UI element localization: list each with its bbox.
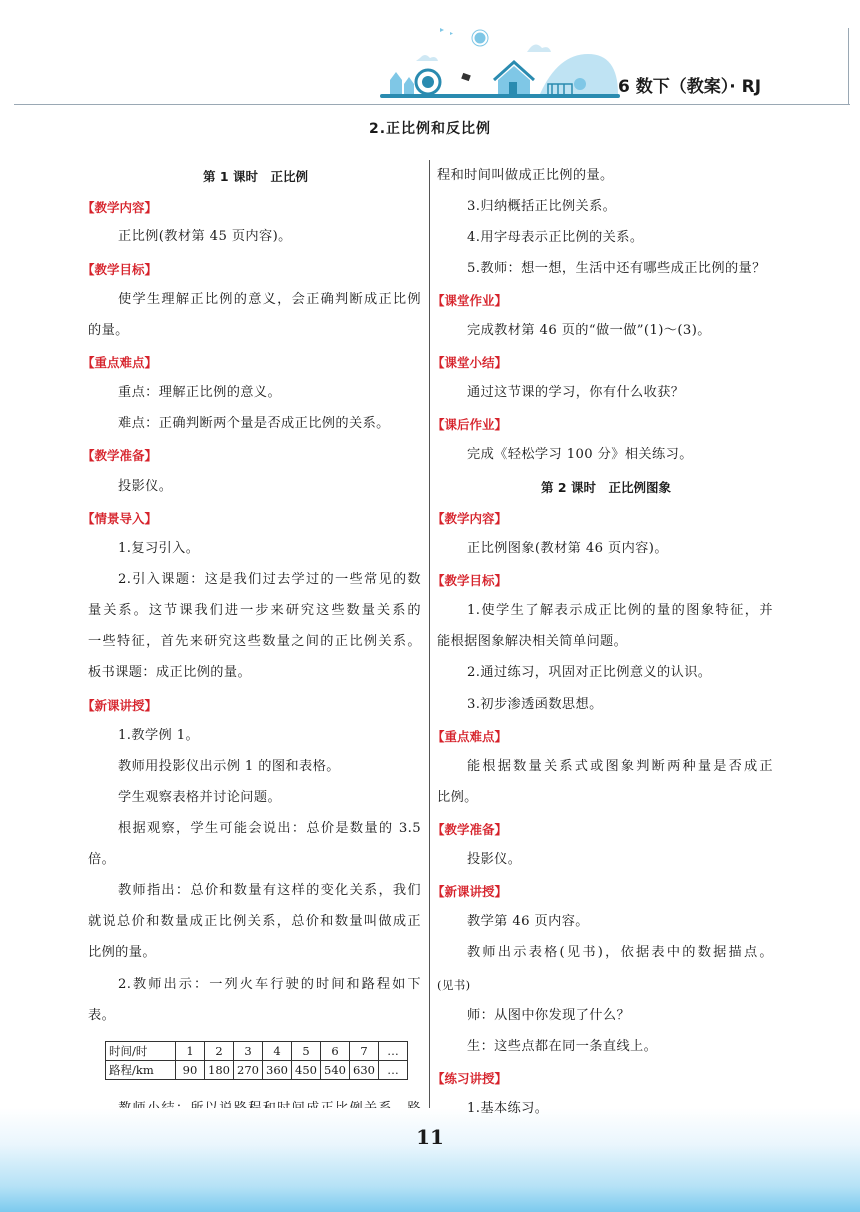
table-cell: 450: [292, 1061, 321, 1080]
text-cont-1: 程和时间叫做成正比例的量。: [437, 168, 614, 183]
text-new2-4: 生：这些点都在同一条直线上。: [467, 1039, 658, 1054]
text-new-3: 学生观察表格并讨论问题。: [118, 790, 282, 805]
tag-scene-intro: 【情景导入】: [82, 511, 158, 526]
text-preparation-2: 投影仪。: [467, 852, 522, 867]
tag-new-lesson-2: 【新课讲授】: [432, 884, 508, 899]
text-intro-1: 1.复习引入。: [118, 541, 200, 556]
text-goal2-2: 2.通过练习，巩固对正比例意义的认识。: [467, 665, 712, 680]
text-homework: 完成《轻松学习 100 分》相关练习。: [467, 447, 693, 462]
text-new-5c: 比例的量。: [88, 945, 156, 960]
lesson-1-title: 第 1 课时 正比例: [203, 169, 308, 184]
text-step-3: 3.归纳概括正比例关系。: [467, 199, 617, 214]
table-header-distance: 路程/km: [106, 1061, 176, 1080]
text-goal-line-1: 使学生理解正比例的意义，会正确判断成正比例: [118, 292, 421, 307]
text-goal2-1b: 能根据图象解决相关简单问题。: [437, 634, 628, 649]
table-cell: 6: [321, 1042, 350, 1061]
table-row: [106, 1061, 408, 1080]
page-number: 11: [416, 1125, 444, 1149]
table-cell: …: [379, 1042, 408, 1061]
table-cell: 5: [292, 1042, 321, 1061]
text-key2-b: 比例。: [437, 790, 478, 805]
tag-class-summary: 【课堂小结】: [432, 355, 508, 370]
table-cell: 630: [350, 1061, 379, 1080]
tag-teaching-content-2: 【教学内容】: [432, 511, 508, 526]
time-distance-table: [105, 1041, 408, 1080]
text-teaching-content-2: 正比例图象(教材第 46 页内容)。: [467, 541, 668, 556]
text-intro-2c: 一些特征，首先来研究这些数量之间的正比例关系。: [88, 634, 421, 649]
text-new-6a: 2.教师出示：一列火车行驶的时间和路程如下: [118, 977, 421, 992]
text-class-summary: 通过这节课的学习，你有什么收获？: [467, 385, 685, 400]
header-divider: [14, 104, 850, 105]
text-new-1: 1.教学例 1。: [118, 728, 200, 743]
text-intro-2d: 板书课题：成正比例的量。: [88, 665, 252, 680]
table-cell: 1: [176, 1042, 205, 1061]
footer-gradient-band: [0, 1108, 860, 1212]
text-key2-a: 能根据数量关系式或图象判断两种量是否成正: [467, 759, 773, 774]
section-title: 2.正比例和反比例: [368, 121, 492, 137]
text-teaching-content: 正比例(教材第 45 页内容)。: [118, 229, 292, 244]
table-cell: 270: [234, 1061, 263, 1080]
table-cell: 540: [321, 1061, 350, 1080]
text-new-6b: 表。: [88, 1008, 116, 1023]
table-header-time: 时间/时: [106, 1042, 176, 1061]
text-new2-3: 师：从图中你发现了什么？: [467, 1008, 631, 1023]
table-cell: 4: [263, 1042, 292, 1061]
text-class-work: 完成教材第 46 页的“做一做”(1)～(3)。: [467, 323, 711, 338]
tag-homework: 【课后作业】: [432, 417, 508, 432]
text-new-4a: 根据观察，学生可能会说出：总价是数量的 3.5: [118, 821, 421, 836]
lesson-2-title: 第 2 课时 正比例图象: [541, 480, 671, 495]
header-title: 6 数下（教案）· RJ: [618, 77, 762, 97]
table-row: [106, 1042, 408, 1061]
tag-class-work: 【课堂作业】: [432, 293, 508, 308]
tag-preparation: 【教学准备】: [82, 448, 158, 463]
tag-key-points: 【重点难点】: [82, 355, 158, 370]
tag-practice: 【练习讲授】: [432, 1071, 508, 1086]
text-goal2-3: 3.初步渗透函数思想。: [467, 697, 603, 712]
table-cell: …: [379, 1061, 408, 1080]
table-cell: 3: [234, 1042, 263, 1061]
text-practice-1: 1.基本练习。: [467, 1101, 549, 1116]
text-new-5a: 教师指出：总价和数量有这样的变化关系，我们: [118, 883, 421, 898]
text-goal2-1a: 1.使学生了解表示成正比例的量的图象特征，并: [467, 603, 773, 618]
header-divider-vertical: [848, 28, 849, 105]
text-intro-2a: 2.引入课题：这是我们过去学过的一些常见的数: [118, 572, 421, 587]
text-key-point: 重点：理解正比例的意义。: [118, 385, 282, 400]
tag-preparation-2: 【教学准备】: [432, 822, 508, 837]
table-cell: 90: [176, 1061, 205, 1080]
text-goal-line-2: 的量。: [88, 323, 129, 338]
table-cell: 2: [205, 1042, 234, 1061]
text-new2-1: 教学第 46 页内容。: [467, 914, 589, 929]
table-cell: 180: [205, 1061, 234, 1080]
header-landscape-illustration: [380, 18, 620, 104]
text-step-4: 4.用字母表示正比例的关系。: [467, 230, 644, 245]
tag-teaching-goal-2: 【教学目标】: [432, 573, 508, 588]
text-new-5b: 就说总价和数量成正比例关系，总价和数量叫做成正: [88, 914, 421, 929]
tag-new-lesson: 【新课讲授】: [82, 698, 158, 713]
text-preparation: 投影仪。: [118, 479, 173, 494]
text-new-2: 教师用投影仪出示例 1 的图和表格。: [118, 759, 340, 774]
table-cell: 7: [350, 1042, 379, 1061]
text-new2-2b: (见书): [437, 978, 471, 992]
tag-key-points-2: 【重点难点】: [432, 729, 508, 744]
tag-teaching-content: 【教学内容】: [82, 200, 158, 215]
text-intro-2b: 量关系。这节课我们进一步来研究这些数量关系的: [88, 603, 421, 618]
text-step-5: 5.教师：想一想，生活中还有哪些成正比例的量？: [467, 261, 766, 276]
text-difficulty: 难点：正确判断两个量是否成正比例的关系。: [118, 416, 390, 431]
text-new-4b: 倍。: [88, 852, 116, 867]
text-new2-2a: 教师出示表格(见书)，依据表中的数据描点。: [467, 945, 773, 960]
tag-teaching-goal: 【教学目标】: [82, 262, 158, 277]
table-cell: 360: [263, 1061, 292, 1080]
column-divider: [429, 160, 430, 1115]
